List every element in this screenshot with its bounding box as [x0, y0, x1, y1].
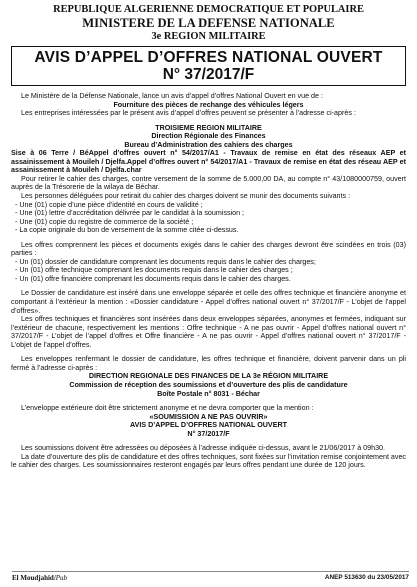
destination-po-box: Boîte Postale n° 8031 - Béchar	[157, 389, 260, 398]
mention-do-not-open: «SOUMISSION A NE PAS OUVRIR»	[149, 412, 268, 421]
tender-object: Fourniture des pièces de rechange des véhicules légers	[113, 100, 304, 109]
newspaper-credit	[12, 572, 67, 584]
anep-reference: ANEP 513630 du 23/05/2017	[324, 574, 409, 581]
list-item: - Un (01) dossier de candidature comprenant les documents requis dans le cahier des charges;	[15, 257, 316, 266]
offers-paragraph: Les offres comprennent les pièces et documents exigés dans le cahier des charges devront être scindées en trois (03) parties :	[11, 240, 406, 258]
destination-direction: DIRECTION REGIONALE DES FINANCES DE LA 3e RÉGION MILITAIRE	[88, 372, 329, 381]
candidature-text: Le Dossier de candidature est inséré dans une enveloppe séparée et celle des offres technique et financière anonyme et comportant à l’extérieur la mention : «Dossier candidature - Appel d’offres national ouvert n° 37/2017/F - L’objet de l’appel d’offres».	[11, 289, 406, 315]
candidature-paragraph	[11, 289, 406, 315]
fee-paragraph: Pour retirer le cahier des charges, contre versement de la somme de 5.000,00 DA, au compte n° 43/1080000759, ouvert auprès de la Trésorerie de la wilaya de Béchar.	[11, 174, 406, 192]
newspaper-pub: Pub	[55, 574, 68, 582]
address-direction: Direction Régionale des Finances	[151, 132, 266, 141]
envelopes-text: Les offres techniques et financières sont insérées dans deux enveloppes séparées, anonymes et fermées, indiquant sur l’extérieur de chacune, respectivement les mentions : Offre technique - A ne pas ouvrir - Appel d’offres national ouvert n° 37/2017/F - L’objet de l’appel d’offres et Offre financière - A ne pas ouvrir - Appel d’offres national ouvert n° 37/2017/F - L’objet de l’appel d’offres.	[11, 315, 406, 349]
republic-line: REPUBLIQUE ALGERIENNE DEMOCRATIQUE ET POPULAIRE	[53, 4, 364, 15]
list-item: - Une (01) copie d’une pièce d’identité en cours de validité ;	[15, 200, 203, 209]
delivery-paragraph: Les enveloppes renfermant le dossier de candidature, les offres technique et financière, doivent parvenir dans un pli fermé à l’adresse ci-après :	[11, 355, 406, 372]
address-location: Sise à 06 Terre / BéAppel d’offres ouvert n° 54/2017/A1 - Travaux de remise en état des réseaux AEP et assainissement à Mouileh / Djelfa.Appel d’offres ouvert n° 54/2017/A1 - Travaux de remise en état des réseau AEP et assainissement à Mouileh / Djelfa.char	[11, 149, 406, 175]
region-line: 3e REGION MILITAIRE	[151, 31, 266, 42]
list-item: - Une (01) copie du registre de commerce de la société ;	[15, 217, 194, 226]
issuer-header	[8, 4, 409, 43]
address-region: TROISIEME REGION MILITAIRE	[155, 123, 262, 132]
destination-commission: Commission de réception des soumissions et d’ouverture des plis de candidature	[69, 380, 348, 389]
newspaper-name: El Moudjahid/	[12, 574, 56, 582]
address-bureau: Bureau d’Administration des cahiers des charges	[124, 140, 293, 149]
outer-envelope-paragraph: L’enveloppe extérieure doit être strictement anonyme et ne devra comporter que la mention :	[21, 404, 314, 413]
list-item: - Un (01) offre financière comprenant les documents requis dans le cahier des charges.	[15, 274, 291, 283]
delegates-paragraph: Les personnes déléguées pour retirait du cahier des charges doivent se munir des documents suivants :	[21, 192, 351, 201]
list-item: - La copie originale du bon de versement de la somme citée ci-dessus.	[15, 226, 239, 235]
envelopes-paragraph	[11, 315, 406, 349]
opening-paragraph: La date d’ouverture des plis de candidature et des offres techniques, sont fixées sur l’invitation remise conjointement avec le cahier des charges. Les soumissionnaires resteront engagés par leurs offres pendant une durée de 120 jours.	[11, 452, 406, 470]
intro-paragraph: Le Ministère de la Défense Nationale, lance un avis d’appel d’offres National Ouvert en vue de :	[21, 92, 323, 100]
list-item: - Un (01) offre technique comprenant les documents requis dans le cahier des charges ;	[15, 266, 293, 275]
ministry-line: MINISTERE DE LA DEFENSE NATIONALE	[82, 16, 335, 30]
deadline-paragraph: Les soumissions doivent être adressées ou déposées à l’adresse indiquée ci-dessus, avant le 21/06/2017 à 09h30.	[21, 444, 386, 453]
mention-notice-title: AVIS D’APPEL D’OFFRES NATIONAL OUVERT	[130, 421, 287, 430]
notice-number: N° 37/2017/F	[162, 66, 255, 83]
publication-footer	[12, 571, 409, 583]
eligibility-paragraph: Les entreprises intéressées par le présent avis d’appel d’offres peuvent se présenter à l’adresse ci-après :	[21, 109, 356, 118]
notice-title-box	[11, 46, 406, 86]
tender-notice	[8, 4, 409, 583]
notice-title: AVIS D’APPEL D’OFFRES NATIONAL OUVERT	[34, 49, 383, 66]
notice-body	[8, 92, 409, 470]
list-item: - Une (01) lettre d’accréditation délivrée par le candidat à la soumission ;	[15, 209, 245, 218]
mention-notice-number: N° 37/2017/F	[187, 429, 230, 438]
